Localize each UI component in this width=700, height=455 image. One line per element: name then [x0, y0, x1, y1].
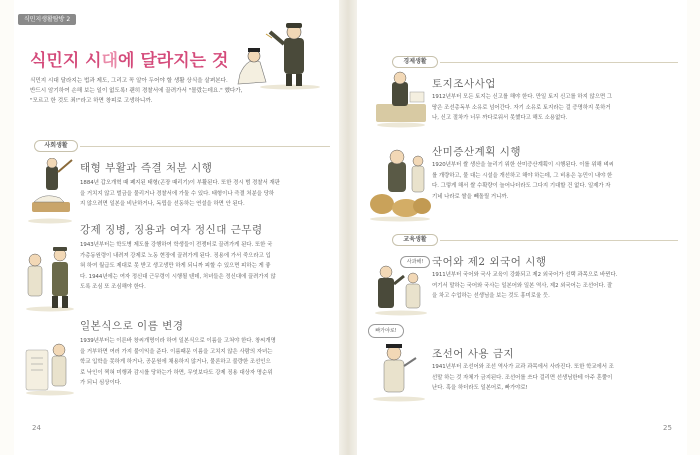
intro-line: 식민지 시대 달라지는 법과 제도, 그리고 꼭 알아 두어야 할 생활 상식을 살펴본다.	[30, 78, 228, 84]
item-body-land-survey: 1912년부터 모든 토지는 신고를 해야 한다. 만일 토지 신고를 하지 않으면 그 땅은 조선총독부 소유로 넘어간다. 자기 소유로 토지라는 걸 증명하지 못하거 나, 신고 절차가 너무 까다로워서 못했다고 해도 소용없다.	[432, 94, 613, 121]
speech-bubble-right: 빠가야로!	[368, 324, 404, 338]
section-tag-social: 사회생활	[34, 140, 78, 152]
intro-line: 반드시 암기하여 손해 보는 일이 없도록! 괜히 경찰서에 끌려가서 "몰랐는데요." 했다가,	[30, 88, 243, 94]
chapter-header	[18, 14, 76, 25]
item-title-conscription: 강제 징병, 징용과 여자 정신대 근무령	[80, 224, 263, 236]
page-number-right: 25	[663, 424, 672, 432]
item-title-language: 국어와 제2 외국어 시행	[432, 256, 547, 268]
chapter-header-label: 식민지생활탐방 2	[23, 16, 71, 23]
intro-line: "모르고 한 것도 죄!"라고 하면 창피로 고생하니까.	[30, 98, 153, 104]
item-title-rice-production: 산미증산계획 시행	[432, 146, 521, 158]
item-body-language-ban: 1941년부터 조선어와 조선 역사가 교과 과목에서 사라진다. 또한 학교에서 조 선말 하는 것 자체가 금지된다. 조선어를 쓰다 걸리면 선생님한테 아주 혼쭐이 난다. 혹을 하더라도 일본어로, 빠가야로!	[432, 364, 614, 391]
section-tag-economy: 경제생활	[392, 56, 438, 68]
item-title-land-survey: 토지조사사업	[432, 78, 496, 90]
item-body-language: 1911년부터 국어와 국사 교육이 강화되고 제2 외국어가 선택 과목으로 바뀐다. 여기서 말하는 국어와 국사는 일본어와 일본 역사, 제2 외국어는 조선어다. 잘 을 차고 수업하는 선생님을 보는 것도 흥미로울 듯.	[432, 272, 618, 299]
item-body-conscription: 1943년부터는 학도병 제도를 강행하여 학생들이 전쟁터로 끌려가게 된다. 또한 국 가총동원령이 내려져 강제로 노동 현장에 끌려가게 된다. 징용에 가서 죽으라고 입 혀 하여 월급도 제대로 못 받고 생고생만 하게 되니까 피할 수 있으면 피하는 게 좋 다. 1944년에는 여자 정신대 근무령이 시행될 텐데, 처녀들은 정신대에 끌려가지 않 도록 조심 또 조심해야 한다.	[80, 242, 276, 290]
language-ban-illustration	[368, 330, 430, 402]
section-divider	[440, 240, 678, 241]
section-divider	[80, 146, 330, 147]
section-divider	[440, 62, 678, 63]
page-gutter	[339, 0, 357, 455]
page-number-left: 24	[32, 424, 41, 432]
name-change-illustration	[22, 330, 78, 396]
item-title-name-change: 일본식으로 이름 변경	[80, 320, 184, 332]
page-title	[30, 46, 228, 71]
title-part1: 식민지 시	[30, 51, 102, 71]
land-survey-illustration	[372, 70, 430, 128]
conscription-illustration	[22, 240, 78, 312]
speech-bubble-left: 사과해!	[400, 256, 430, 268]
title-part2: 대	[101, 51, 119, 71]
item-title-flogging: 태형 부활과 즉결 처분 시행	[80, 162, 213, 174]
item-body-rice-production: 1920년부터 쌀 생산을 늘리기 위한 산미증산계획이 시행된다. 이를 위해 벼씨 를 개량하고, 물 대는 시설을 개선하고 해야 하는데, 그 비용은 농민이 내야 한 다. 그렇게 해서 쌀 수확량이 늘어나더라도 그다지 기대할 건 없다. 일제가 자 기네 나라로 쌀을 빼돌릴 거니까.	[432, 162, 614, 200]
intro-text	[30, 76, 260, 106]
rice-production-illustration	[366, 148, 434, 222]
section-tag-education: 교육생활	[392, 234, 438, 246]
item-body-name-change: 1939년부터는 이른바 창씨개명이라 하여 일본식으로 이름을 고쳐야 한다. 창씨개명 을 거부하면 여러 가지 불이익을 준다. 이름때문 이름을 고치지 않은 사람의 자녀는 학교 입학을 못하게 하거나, 공문원에 채용하지 않거나, 물론하고 불량한 조선인으 로 낙인이 찍혀 미행과 감시를 당하는가 하면, 무엇보다도 강제 징용 대상자 명순위 가 되니 심상이다.	[80, 338, 276, 386]
item-title-language-ban: 조선어 사용 금지	[432, 348, 515, 360]
item-body-flogging: 1884년 갑오개혁 때 폐지된 태형(곤장 때리기)이 부활된다. 또한 경시 범 경찰서 재판 을 거치지 않고 벌금을 물리거나 경찰서에 가둘 수 있다. 태형이나 즉결 처분을 당하 지 않으려면 일본을 비난하거나, 독립을 선동하는 연설을 하면 안 된다.	[80, 180, 280, 207]
title-part3: 에 달라지는 것	[118, 51, 229, 71]
flogging-illustration	[24, 158, 76, 224]
